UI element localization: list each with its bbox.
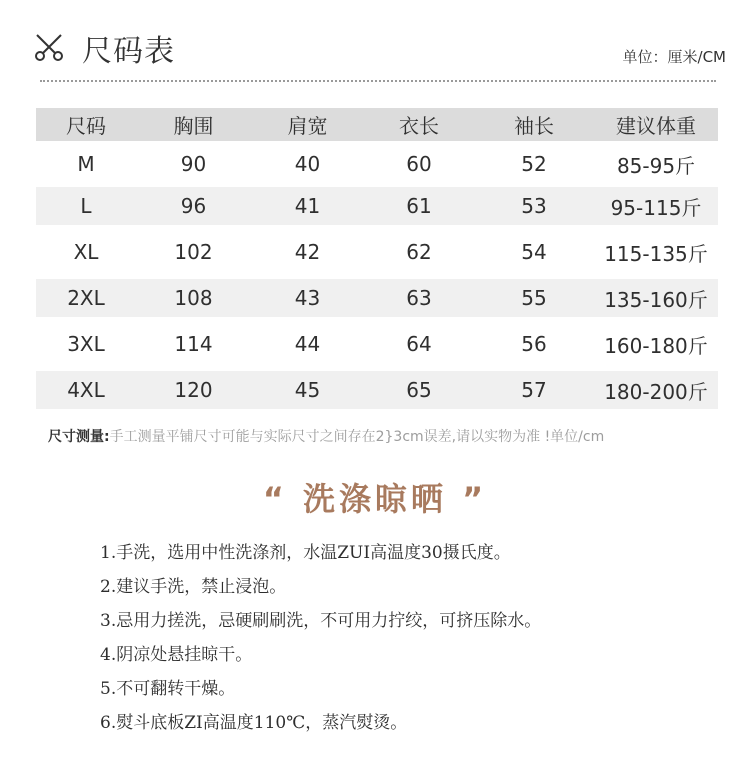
table-cell: 45 — [294, 378, 321, 402]
table-cell: 95-115斤 — [610, 195, 702, 220]
table-header-row — [36, 108, 718, 141]
size-table — [36, 108, 718, 409]
table-cell: 56 — [521, 332, 547, 356]
table-cell: 4XL — [67, 378, 105, 402]
header — [30, 26, 730, 76]
list-item: 5.不可翻转干燥。 — [100, 679, 236, 699]
table-cell: 57 — [521, 378, 547, 402]
table-cell: 114 — [174, 332, 213, 356]
table-cell: 135-160斤 — [604, 287, 708, 312]
table-cell: 3XL — [67, 332, 105, 356]
column-header: 建议体重 — [616, 114, 696, 138]
unit-label: 单位：厘米/CM — [622, 48, 726, 66]
table-cell: 52 — [521, 152, 547, 176]
table-cell: 115-135斤 — [604, 241, 708, 266]
list-item: 2.建议手洗，禁止浸泡。 — [100, 577, 287, 597]
dotted-divider — [40, 80, 716, 82]
column-header: 肩宽 — [287, 114, 328, 138]
table-row — [36, 317, 718, 371]
table-cell: 102 — [174, 240, 213, 264]
table-cell: 40 — [294, 152, 321, 176]
table-cell: 42 — [294, 240, 321, 264]
table-cell: 61 — [406, 194, 432, 218]
table-cell: XL — [73, 240, 99, 264]
column-header: 袖长 — [514, 114, 554, 138]
table-cell: 90 — [180, 152, 207, 176]
table-row — [36, 279, 718, 317]
table-cell: 180-200斤 — [604, 379, 708, 404]
table-cell: 55 — [521, 286, 547, 310]
table-cell: 43 — [294, 286, 321, 310]
care-instructions-list — [100, 540, 541, 744]
measurement-note — [48, 426, 604, 446]
table-row — [36, 141, 718, 187]
column-header: 衣长 — [399, 114, 439, 138]
table-cell: 54 — [521, 240, 547, 264]
table-row — [36, 371, 718, 409]
table-cell: 160-180斤 — [604, 333, 708, 358]
list-item: 3.忌用力搓洗，忌硬刷刷洗，不可用力拧绞，可挤压除水。 — [100, 611, 542, 631]
table-cell: 62 — [406, 240, 432, 264]
table-cell: 64 — [406, 332, 432, 356]
table-row — [36, 225, 718, 279]
care-section-title: “ 洗涤晾晒 ” — [262, 480, 488, 518]
table-cell: 2XL — [67, 286, 105, 310]
table-cell: 85-95斤 — [616, 153, 696, 178]
list-item: 6.熨斗底板ZI高温度110℃，蒸汽熨烫。 — [100, 713, 408, 733]
table-cell: 41 — [294, 194, 321, 218]
table-cell: 53 — [521, 194, 547, 218]
table-cell: 44 — [294, 332, 321, 356]
column-header: 尺码 — [66, 114, 106, 138]
table-cell: 65 — [406, 378, 432, 402]
table-cell: 120 — [174, 378, 213, 402]
table-cell: 63 — [406, 286, 432, 310]
column-header: 胸围 — [173, 114, 214, 138]
table-row — [36, 187, 718, 225]
table-cell: 108 — [174, 286, 213, 310]
table-cell: L — [80, 194, 92, 218]
list-item: 4.阴凉处悬挂晾干。 — [100, 645, 253, 665]
page-title: 尺码表 — [82, 34, 175, 69]
measurement-note-text: 手工测量平铺尺寸可能与实际尺寸之间存在2}3cm误差,请以实物为准 !单位/cm — [109, 429, 605, 445]
scissors-icon — [34, 32, 64, 62]
measurement-note-label: 尺寸测量: — [48, 429, 110, 445]
table-cell: 60 — [406, 152, 432, 176]
list-item: 1.手洗，选用中性洗涤剂，水温ZUI高温度30摄氏度。 — [100, 543, 511, 563]
table-cell: M — [77, 152, 95, 176]
table-cell: 96 — [180, 194, 207, 218]
